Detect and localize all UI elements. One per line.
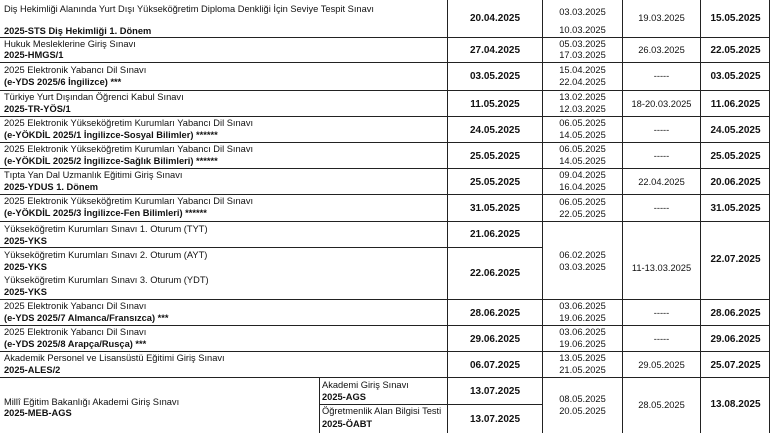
application-cell: [543, 169, 622, 195]
row-divider: [0, 142, 770, 143]
result-date-cell: [701, 352, 770, 378]
exam-name: 2025 Elektronik Yabancı Dil Sınavı: [4, 327, 147, 337]
exam-date: 31.05.2025: [469, 203, 521, 214]
result-date: 24.05.2025: [710, 125, 761, 136]
exam-date-cell: [448, 117, 542, 143]
result-date: 25.05.2025: [710, 151, 761, 162]
result-date-cell: [701, 0, 770, 37]
result-date-cell: [701, 378, 770, 433]
application-end: 22.05.2025: [559, 209, 606, 219]
row-divider: [0, 221, 770, 222]
row-divider: [0, 377, 770, 378]
meb-sub2-code: 2025-ÖABT: [322, 419, 373, 429]
late-application-cell: [623, 117, 700, 143]
exam-name: Akademik Personel ve Lisansüstü Eğitimi Giriş Sınavı: [4, 353, 225, 363]
meb-sub1-name: Akademi Giriş Sınavı: [322, 380, 409, 390]
late-application-cell: [623, 300, 700, 326]
yks-session2-name: Yükseköğretim Kurumları Sınavı 2. Oturum (AYT): [4, 250, 208, 260]
result-date: 03.05.2025: [710, 71, 761, 82]
exam-date-cell: [448, 38, 542, 62]
late-application-cell: [623, 0, 700, 37]
late-application-cell: [623, 352, 700, 378]
yks-session1-code: 2025-YKS: [4, 236, 47, 246]
application-start: 06.05.2025: [559, 144, 606, 154]
exam-date-cell: [448, 91, 542, 117]
application-end: 21.05.2025: [559, 365, 606, 375]
late-application-cell: [623, 326, 700, 352]
exam-date: 27.04.2025: [469, 45, 521, 56]
exam-date-cell: [448, 0, 542, 37]
yks-session3-name: Yükseköğretim Kurumları Sınavı 3. Oturum (YDT): [4, 275, 209, 285]
application-start: 03.06.2025: [559, 301, 606, 311]
exam-date: 25.05.2025: [469, 177, 521, 188]
application-start: 06.05.2025: [559, 197, 606, 207]
exam-date: 28.06.2025: [469, 308, 521, 319]
exam-date-cell: [448, 195, 542, 222]
late-application-cell: [623, 143, 700, 169]
application-end: 22.04.2025: [559, 77, 606, 87]
application-start: 03.03.2025: [559, 7, 606, 17]
application-end: 10.03.2025: [559, 25, 606, 35]
application-cell: [543, 117, 622, 143]
result-date-cell: [701, 169, 770, 195]
late-application-cell: [623, 222, 700, 299]
application-start: 15.04.2025: [559, 65, 606, 75]
late-application-cell: [623, 378, 700, 433]
result-date: 20.06.2025: [710, 177, 761, 188]
application-end: 17.03.2025: [559, 50, 606, 60]
late-application: 29.05.2025: [638, 360, 685, 370]
exam-code: 2025-YDUS 1. Dönem: [4, 182, 99, 192]
application-start: 05.03.2025: [559, 39, 606, 49]
meb-sub2-name: Öğretmenlik Alan Bilgisi Testi: [322, 406, 442, 416]
result-date: 31.05.2025: [710, 203, 761, 214]
late-application: -----: [653, 151, 670, 161]
exam-code: 2025-ALES/2: [4, 365, 61, 375]
application-end: 16.04.2025: [559, 182, 606, 192]
result-date-cell: [701, 326, 770, 352]
late-application: 26.03.2025: [638, 45, 685, 55]
result-date-cell: [701, 300, 770, 326]
application-cell: [543, 222, 622, 299]
exam-date: 29.06.2025: [469, 334, 521, 345]
late-application: 18-20.03.2025: [631, 99, 692, 109]
application-end: 20.05.2025: [559, 406, 606, 416]
late-application-cell: [623, 195, 700, 222]
application-cell: [543, 91, 622, 117]
result-date: 13.08.2025: [710, 399, 761, 410]
row-divider: [0, 62, 770, 63]
row-divider: [0, 325, 770, 326]
exam-name: 2025 Elektronik Yabancı Dil Sınavı: [4, 65, 147, 75]
column-divider: [542, 0, 543, 433]
result-date-cell: [701, 63, 770, 90]
late-application-cell: [623, 38, 700, 62]
result-date-cell: [701, 117, 770, 143]
exam-date-cell: [448, 248, 542, 299]
application-end: 12.03.2025: [559, 104, 606, 114]
exam-date-cell: [448, 405, 542, 433]
exam-date-cell: [448, 222, 542, 247]
exam-date: 03.05.2025: [469, 71, 521, 82]
application-cell: [543, 326, 622, 352]
result-date-cell: [701, 195, 770, 222]
exam-name: 2025 Elektronik Yükseköğretim Kurumları Yabancı Dil Sınavı: [4, 196, 254, 206]
application-start: 09.04.2025: [559, 170, 606, 180]
column-divider: [319, 378, 320, 433]
exam-date-cell: [448, 143, 542, 169]
exam-code: (e-YÖKDİL 2025/2 İngilizce-Sağlık Bilimleri) ******: [4, 156, 218, 166]
yks-session1-date: 21.06.2025: [469, 229, 521, 240]
exam-date: 11.05.2025: [470, 99, 520, 110]
application-cell: [543, 378, 622, 433]
meb-sub1-code: 2025-AGS: [322, 392, 366, 402]
yks-session3-code: 2025-YKS: [4, 287, 47, 297]
application-cell: [543, 63, 622, 90]
exam-name: 2025 Elektronik Yükseköğretim Kurumları Yabancı Dil Sınavı: [4, 144, 254, 154]
application-cell: [543, 143, 622, 169]
exam-code: 2025-STS Diş Hekimliği 1. Dönem: [4, 26, 152, 36]
result-date-cell: [701, 91, 770, 117]
application-cell: [543, 352, 622, 378]
exam-date: 25.05.2025: [469, 151, 521, 162]
exam-code: (e-YDS 2025/6 İngilizce) ***: [4, 77, 122, 87]
exam-name: Tıpta Yan Dal Uzmanlık Eğitimi Giriş Sınavı: [4, 170, 183, 180]
exam-name: 2025 Elektronik Yükseköğretim Kurumları Yabancı Dil Sınavı: [4, 118, 254, 128]
exam-date-cell: [448, 378, 542, 404]
exam-name: 2025 Elektronik Yabancı Dil Sınavı: [4, 301, 147, 311]
exam-name: Hukuk Mesleklerine Giriş Sınavı: [4, 39, 136, 49]
yks-session2-code: 2025-YKS: [4, 262, 47, 272]
exam-date-cell: [448, 352, 542, 378]
late-application-cell: [623, 169, 700, 195]
application-start: 13.02.2025: [559, 92, 606, 102]
exam-date: 20.04.2025: [469, 13, 521, 24]
late-application: 11-13.03.2025: [631, 263, 692, 273]
result-date-cell: [701, 222, 770, 299]
result-date-cell: [701, 38, 770, 62]
meb-sub1-date: 13.07.2025: [469, 386, 521, 397]
exam-date-cell: [448, 300, 542, 326]
application-cell: [543, 195, 622, 222]
application-end: 19.06.2025: [559, 339, 606, 349]
exam-code: (e-YÖKDİL 2025/1 İngilizce-Sosyal Bilimler) ******: [4, 130, 218, 140]
row-divider: [0, 37, 770, 38]
application-start: 06.05.2025: [559, 118, 606, 128]
row-divider: [319, 404, 543, 405]
exam-name: Millî Eğitim Bakanlığı Akademi Giriş Sınavı: [4, 397, 180, 407]
yks-session23-date: 22.06.2025: [469, 268, 521, 279]
row-divider: [0, 168, 770, 169]
column-divider: [622, 0, 623, 433]
exam-date: 24.05.2025: [469, 125, 521, 136]
exam-date: 06.07.2025: [469, 360, 521, 371]
application-start: 03.06.2025: [559, 327, 606, 337]
row-divider: [0, 194, 770, 195]
exam-name: Diş Hekimliği Alanında Yurt Dışı Yükseköğretim Diploma Denkliği İçin Seviye Tespit Sınavı: [4, 4, 374, 14]
late-application: 22.04.2025: [638, 177, 685, 187]
application-end: 03.03.2025: [559, 262, 606, 272]
exam-code: 2025-HMGS/1: [4, 50, 64, 60]
late-application: -----: [653, 125, 670, 135]
exam-date-cell: [448, 63, 542, 90]
row-divider: [0, 299, 770, 300]
late-application: 19.03.2025: [638, 13, 685, 23]
application-end: 14.05.2025: [559, 156, 606, 166]
result-date: 22.07.2025: [710, 254, 761, 265]
application-end: 19.06.2025: [559, 313, 606, 323]
application-cell: [543, 300, 622, 326]
late-application: -----: [653, 71, 670, 81]
exam-date-cell: [448, 326, 542, 352]
application-start: 13.05.2025: [559, 353, 606, 363]
exam-name: Türkiye Yurt Dışından Öğrenci Kabul Sınavı: [4, 92, 184, 102]
late-application-cell: [623, 91, 700, 117]
exam-code: 2025-MEB-AGS: [4, 408, 72, 418]
late-application: -----: [653, 308, 670, 318]
application-end: 14.05.2025: [559, 130, 606, 140]
exam-date-cell: [448, 169, 542, 195]
result-date: 15.05.2025: [710, 13, 761, 24]
exam-code: (e-YDS 2025/8 Arapça/Rusça) ***: [4, 339, 147, 349]
late-application: 28.05.2025: [638, 400, 685, 410]
late-application: -----: [653, 203, 670, 213]
result-date-cell: [701, 143, 770, 169]
yks-session1-name: Yükseköğretim Kurumları Sınavı 1. Oturum (TYT): [4, 224, 208, 234]
result-date: 22.05.2025: [710, 45, 761, 56]
result-date: 28.06.2025: [710, 308, 761, 319]
application-start: 08.05.2025: [559, 394, 606, 404]
application-start: 06.02.2025: [559, 250, 606, 260]
result-date: 29.06.2025: [710, 334, 761, 345]
row-divider: [0, 116, 770, 117]
exam-code: (e-YÖKDİL 2025/3 İngilizce-Fen Bilimleri) ******: [4, 208, 207, 218]
application-cell: [543, 38, 622, 62]
result-date: 25.07.2025: [710, 360, 761, 371]
column-divider: [700, 0, 701, 433]
result-date: 11.06.2025: [710, 99, 761, 110]
application-cell: [543, 0, 622, 37]
meb-sub2-date: 13.07.2025: [469, 414, 521, 425]
row-divider: [0, 351, 770, 352]
exam-code: (e-YDS 2025/7 Almanca/Fransızca) ***: [4, 313, 169, 323]
row-divider: [0, 90, 770, 91]
row-divider: [0, 247, 543, 248]
exam-code: 2025-TR-YÖS/1: [4, 104, 71, 114]
late-application: -----: [653, 334, 670, 344]
column-divider: [447, 0, 448, 433]
late-application-cell: [623, 63, 700, 90]
